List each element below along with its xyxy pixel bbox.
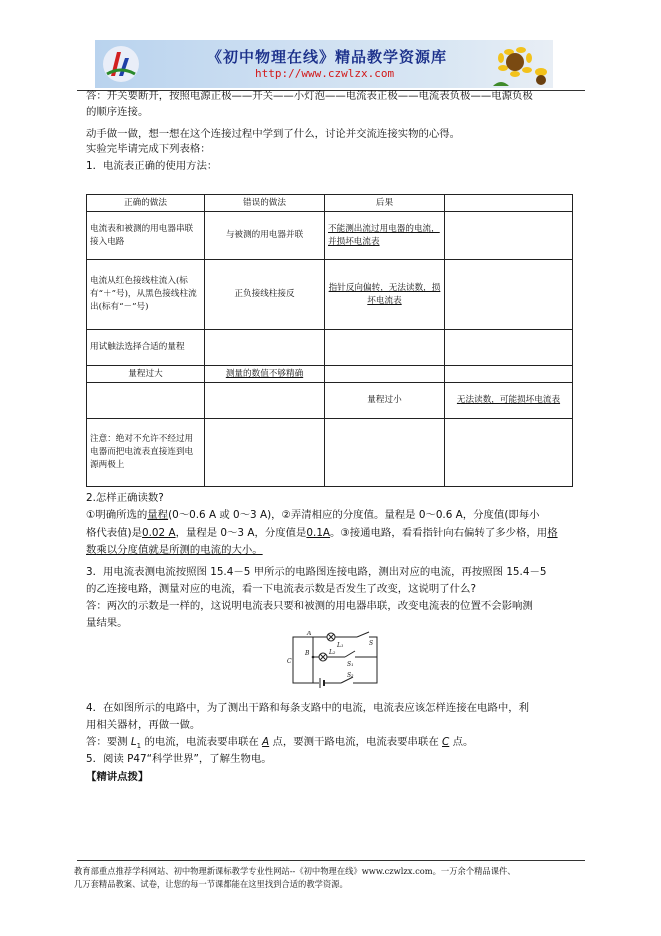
switch-s1-icon xyxy=(345,651,355,659)
text-span: ，量程是 0～3 A，分度值是 xyxy=(175,527,307,539)
label-s2: S₂ xyxy=(347,672,354,679)
text-span: (0～0.6 A 或 0～3 A)，②弄清相应的分度值。量程是 0～0.6 A，分度值(即每小 xyxy=(168,509,540,521)
table-cell: 电流从红色接线柱流入(标有“＋”号)，从黑色接线柱流出(标有“－”号) xyxy=(87,260,205,330)
answer-value: 数 xyxy=(86,544,97,556)
answer-value: 0.1A xyxy=(306,527,331,539)
label-b: B xyxy=(305,650,310,657)
table-row xyxy=(87,330,573,366)
table-cell: 正负接线柱接反 xyxy=(205,260,325,330)
site-banner xyxy=(95,40,553,88)
table-cell xyxy=(87,383,205,419)
label-s1: S₁ xyxy=(347,661,354,668)
cell-text: 电流表和被测的用电器串联接入电路 xyxy=(90,223,194,247)
table-row xyxy=(87,383,573,419)
text-span: 。③接通电路，看看指针向右偏转了多少格，用 xyxy=(330,527,548,539)
footer-line2: 几万套精品教案、试卷，让您的每一节课都能在这里找到合适的教学资源。 xyxy=(74,879,348,889)
answer-value: 格 xyxy=(547,527,558,539)
table-cell: 注意：绝对不允许不经过用电器而把电流表直接连到电源两极上 xyxy=(87,419,205,487)
table-cell: 量程过大 xyxy=(87,366,205,383)
table-cell: 无法读数，可能损坏电流表 xyxy=(445,383,573,419)
table-header-correct: 正确的做法 xyxy=(87,195,205,212)
section3-line1: 3．用电流表测电流按照图 15.4－5 甲所示的电路图连接电路，测出对应的电流，再按照图 15.4－5 xyxy=(86,566,547,578)
label-s: S xyxy=(369,640,374,647)
table-row xyxy=(87,366,573,383)
banner-title: 《初中物理在线》精品教学资源库 xyxy=(207,48,448,66)
text-span: 格代表值)是 xyxy=(86,527,143,539)
text-span: 的电流，电流表要串联在 xyxy=(141,736,263,748)
table-header-blank xyxy=(445,195,573,212)
answer-value: 0.02 A xyxy=(142,527,176,539)
section3-line2: 的乙连接电路，测量对应的电流，看一下电流表示数是否发生了改变，这说明了什么? xyxy=(86,583,476,595)
table-cell xyxy=(445,419,573,487)
answer1-line1: 答：开关要断开，按照电源正极——开关——小灯泡——电流表正极——电流表负极——电源负极 xyxy=(86,90,533,102)
answer-point-c: C xyxy=(442,736,450,748)
jingjiang-heading: 【精讲点拨】 xyxy=(86,771,149,783)
junction-point xyxy=(312,656,315,659)
table-cell: 测量的数值不够精确 xyxy=(205,366,325,383)
table-row xyxy=(87,212,573,260)
table-cell: 与被测的用电器并联 xyxy=(205,212,325,260)
lamp-l1-icon xyxy=(327,633,335,641)
switch-s-icon xyxy=(357,632,369,639)
section4-line2: 用相关器材，再做一做。 xyxy=(86,719,201,731)
section3-answer2: 量结果。 xyxy=(86,617,128,629)
footer-line1: 教育部重点推荐学科网站、初中物理新课标教学专业性网站--《初中物理在线》www.czwlzx.com。一万余个精品课件、 xyxy=(74,866,516,876)
table-cell: 指针反向偏转，无法读数，损坏电流表 xyxy=(325,260,445,330)
table-cell: 不能测出流过用电器的电流，并损坏电流表 xyxy=(325,212,445,260)
table-cell xyxy=(205,383,325,419)
table-cell xyxy=(325,330,445,366)
site-logo-icon xyxy=(101,44,141,84)
section4-line1: 4．在如图所示的电路中，为了测出干路和每条支路中的电流，电流表应该怎样连接在电路中，利 xyxy=(86,702,530,714)
table-cell: 用试触法选择合适的量程 xyxy=(87,330,205,366)
text-span: 答：要测 xyxy=(86,736,131,748)
table-cell xyxy=(445,366,573,383)
section1-title: 1．电流表正确的使用方法： xyxy=(86,160,218,172)
section2-title: 2.怎样正确读数? xyxy=(86,492,164,504)
banner-url: http://www.czwlzx.com xyxy=(255,67,395,80)
battery-icon xyxy=(319,678,325,688)
table-row xyxy=(87,260,573,330)
footer xyxy=(74,865,516,891)
answer-value: 乘以分度值就是所测的电流的大小。 xyxy=(96,544,263,556)
text-span: 点。 xyxy=(449,736,474,748)
lamp-l2-icon xyxy=(319,653,327,661)
label-a: A xyxy=(307,631,312,637)
table-row xyxy=(87,195,573,212)
table-cell xyxy=(205,330,325,366)
circuit-diagram xyxy=(283,631,383,691)
sunflower-icon xyxy=(491,42,549,86)
text-span: 点，要测干路电流，电流表要串联在 xyxy=(269,736,443,748)
footer-divider xyxy=(77,860,585,861)
text-span: 1 xyxy=(136,742,142,751)
para-handson: 动手做一做，想一想在这个连接过程中学到了什么，讨论并交流连接实物的心得。 xyxy=(86,128,461,140)
section2-line2 xyxy=(86,526,558,541)
table-cell xyxy=(325,419,445,487)
table-row xyxy=(87,419,573,487)
answer1-line2: 的顺序连接。 xyxy=(86,106,149,118)
section3-answer1: 答：两次的示数是一样的，这说明电流表只要和被测的用电器串联，改变电流表的位置不会影响测 xyxy=(86,600,533,612)
table-cell xyxy=(445,260,573,330)
para-experiment: 实验完毕请完成下列表格： xyxy=(86,143,211,155)
label-l1: L₁ xyxy=(337,642,344,649)
text-span: L xyxy=(130,736,137,748)
table-cell: 量程过小 xyxy=(325,383,445,419)
table-cell xyxy=(445,212,573,260)
label-c: C xyxy=(287,658,292,665)
text-span: ①明确所选的 xyxy=(86,509,148,521)
table-cell xyxy=(325,366,445,383)
section2-line3 xyxy=(86,543,263,558)
table-header-consequence: 后果 xyxy=(325,195,445,212)
ammeter-usage-table xyxy=(86,194,573,487)
section2-line1 xyxy=(86,508,540,523)
label-l2: L₂ xyxy=(329,649,336,656)
table-cell xyxy=(205,419,325,487)
answer-range: 量程 xyxy=(147,509,169,521)
section5: 5．阅读 P47“科学世界”，了解生物电。 xyxy=(86,753,272,765)
table-cell xyxy=(87,212,205,260)
table-header-wrong: 错误的做法 xyxy=(205,195,325,212)
table-cell xyxy=(445,330,573,366)
answer-point-a: A xyxy=(262,736,270,748)
